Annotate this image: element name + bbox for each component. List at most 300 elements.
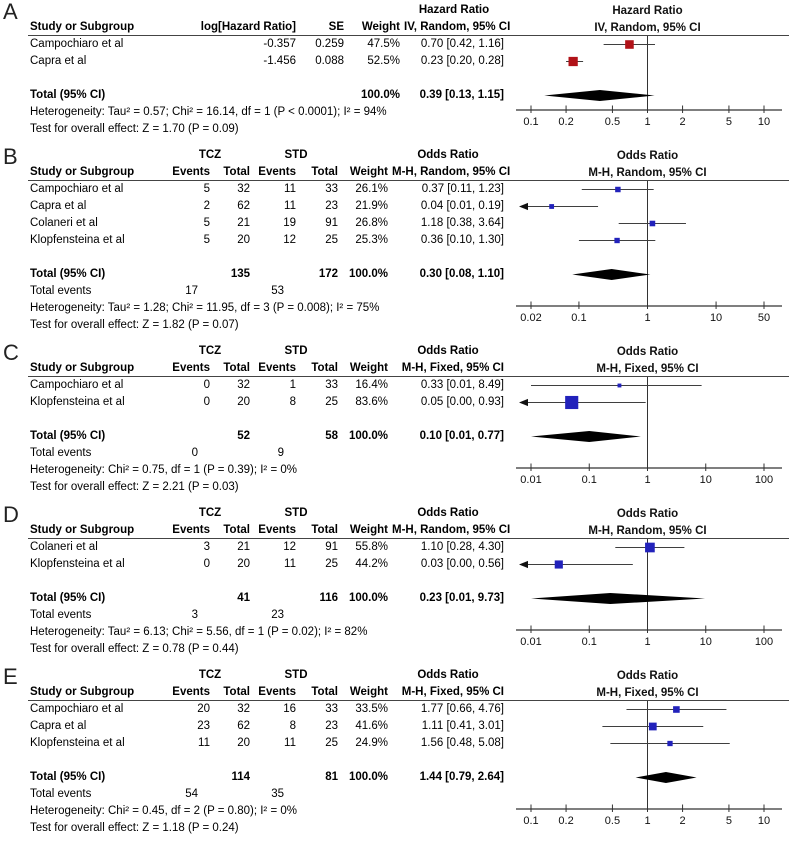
total-label: Total (95% CI)	[30, 268, 106, 280]
panel-B	[0, 144, 791, 334]
effect-marker	[565, 396, 578, 409]
group1-header: TCZ	[198, 149, 222, 161]
total-weight: 100.0%	[360, 89, 400, 101]
plot-effect-subtitle: M-H, Fixed, 95% CI	[596, 363, 699, 375]
study-value: 16	[283, 703, 296, 715]
panel-label-C: C	[3, 340, 19, 365]
total-events-group2: 9	[277, 447, 284, 459]
group2-header: STD	[284, 669, 308, 681]
effect-title: Odds Ratio	[417, 149, 479, 161]
column-header-row	[28, 19, 511, 36]
total-weight: 100.0%	[348, 592, 388, 604]
plot-effect-subtitle: M-H, Random, 95% CI	[588, 167, 707, 179]
study-name: Campochiaro et al	[30, 38, 124, 50]
column-header: M-H, Fixed, 95% CI	[401, 362, 504, 374]
panel-table	[28, 667, 506, 837]
study-value: 0.70 [0.42, 1.16]	[420, 38, 504, 50]
column-header: Total	[223, 166, 250, 178]
study-value: 3	[203, 541, 210, 553]
study-value: 5	[203, 183, 210, 195]
study-value: 62	[237, 720, 250, 732]
axis-tick-label: 0.5	[604, 116, 621, 128]
total-events-label: Total events	[30, 447, 92, 459]
header-rule	[28, 700, 789, 701]
study-value: 32	[237, 379, 250, 391]
plot-effect-subtitle: M-H, Fixed, 95% CI	[596, 687, 699, 699]
spacer-cell	[212, 445, 252, 462]
group-header-row	[28, 147, 506, 164]
panel-label-D: D	[3, 502, 19, 527]
column-header: Events	[172, 524, 210, 536]
axis-tick-label: 0.2	[558, 815, 574, 827]
study-value: 12	[283, 541, 296, 553]
study-name: Colaneri et al	[30, 217, 98, 229]
axis-tick-label: 2	[679, 116, 686, 128]
heterogeneity-text: Heterogeneity: Chi² = 0.75, df = 1 (P = 0.39); I² = 0%	[30, 464, 297, 476]
panel-body	[28, 343, 791, 496]
axis-tick-label: 10	[699, 474, 712, 486]
total-events-row	[28, 283, 506, 300]
column-header: Total	[223, 524, 250, 536]
study-value: 83.6%	[355, 396, 388, 408]
total-label: Total (95% CI)	[30, 89, 106, 101]
study-name: Klopfensteina et al	[30, 396, 125, 408]
study-row	[28, 539, 506, 556]
total-row	[28, 266, 506, 283]
study-value: 33.5%	[355, 703, 388, 715]
axis-tick-label: 50	[757, 312, 771, 324]
column-header: Total	[311, 524, 338, 536]
panel-body	[28, 667, 791, 837]
study-value: 47.5%	[367, 38, 400, 50]
study-name: Klopfensteina et al	[30, 558, 125, 570]
spacer-cell	[28, 343, 168, 360]
spacer-cell	[212, 786, 252, 803]
panel-table	[28, 2, 511, 138]
study-value: 52.5%	[367, 55, 400, 67]
column-header: Events	[258, 362, 296, 374]
column-header: SE	[328, 21, 344, 33]
overall-effect-text: Test for overall effect: Z = 0.78 (P = 0.44)	[30, 643, 239, 655]
total-label: Total (95% CI)	[30, 771, 106, 783]
column-header: Study or Subgroup	[30, 524, 135, 536]
axis-tick-label: 10	[757, 815, 771, 827]
axis-tick-label: 10	[709, 312, 723, 324]
study-value: 16.4%	[355, 379, 388, 391]
group-header-row	[28, 667, 506, 684]
spacer-row	[28, 411, 506, 428]
spacer-cell	[168, 769, 212, 786]
study-value: 23	[325, 200, 338, 212]
study-row	[28, 198, 506, 215]
total-events-label: Total events	[30, 609, 92, 621]
study-value: 20	[237, 234, 250, 246]
group-header-row	[28, 2, 506, 19]
total-row	[28, 428, 506, 445]
column-header-row	[28, 684, 506, 701]
total-estimate: 0.30 [0.08, 1.10]	[419, 268, 504, 280]
column-header-row	[28, 164, 511, 181]
column-header: Events	[172, 686, 210, 698]
study-value: 20	[237, 396, 250, 408]
effect-marker	[625, 40, 634, 49]
column-header: Total	[223, 362, 250, 374]
axis-tick-label: 0.02	[520, 312, 542, 324]
study-value: 32	[237, 703, 250, 715]
study-value: 25	[325, 396, 338, 408]
spacer-cell	[168, 590, 212, 607]
axis-tick-label: 1	[644, 815, 651, 827]
header-rule	[28, 180, 789, 181]
group-header-row	[28, 343, 506, 360]
axis-tick-label: 100	[754, 636, 774, 648]
study-value: 41.6%	[355, 720, 388, 732]
study-value: 11	[284, 737, 296, 749]
spacer-row	[28, 249, 506, 266]
effect-marker	[555, 560, 563, 568]
study-name: Capra et al	[30, 55, 87, 67]
study-value: 25	[325, 737, 338, 749]
panel-table	[28, 343, 506, 496]
column-header: Total	[311, 166, 338, 178]
study-value: 0.03 [0.00, 0.56]	[420, 558, 504, 570]
study-value: 11	[284, 558, 296, 570]
column-header: Study or Subgroup	[30, 362, 135, 374]
axis-tick-label: 1	[644, 474, 651, 486]
total-row	[28, 769, 506, 786]
heterogeneity-text: Heterogeneity: Tau² = 0.57; Chi² = 16.14, df = 1 (P < 0.0001); I² = 94%	[30, 106, 387, 118]
spacer-cell	[28, 2, 402, 19]
study-value: 33	[325, 379, 338, 391]
total-events-group2: 23	[271, 609, 284, 621]
study-value: 26.1%	[355, 183, 388, 195]
study-row	[28, 181, 506, 198]
axis-tick-label: 0.1	[523, 116, 539, 128]
axis-tick-label: 2	[679, 815, 686, 827]
forest-plot-A	[506, 2, 789, 132]
study-value: 1.11 [0.41, 3.01]	[421, 720, 504, 732]
total-events-group1: 17	[185, 285, 198, 297]
spacer-cell	[28, 667, 168, 684]
study-value: 0	[203, 379, 210, 391]
study-row	[28, 215, 506, 232]
forest-plot-B	[506, 147, 789, 328]
effect-title: Hazard Ratio	[418, 4, 490, 16]
study-row	[28, 53, 506, 70]
column-header: M-H, Random, 95% CI	[392, 524, 511, 536]
study-name: Campochiaro et al	[30, 183, 124, 195]
study-row	[28, 36, 506, 53]
overall-effect-text: Test for overall effect: Z = 2.21 (P = 0.03)	[30, 481, 239, 493]
effect-title: Odds Ratio	[417, 507, 479, 519]
study-value: 20	[197, 703, 210, 715]
plot-effect-subtitle: M-H, Random, 95% CI	[588, 525, 707, 537]
group-header-row	[28, 505, 506, 522]
effect-marker	[569, 57, 578, 66]
effect-marker	[549, 204, 554, 209]
plot-effect-title: Odds Ratio	[616, 508, 679, 520]
column-header: Events	[258, 166, 296, 178]
column-header-row	[28, 522, 511, 539]
column-header: IV, Random, 95% CI	[404, 21, 511, 33]
study-row	[28, 377, 506, 394]
study-value: -0.357	[263, 38, 296, 50]
column-header: log[Hazard Ratio]	[200, 21, 296, 33]
study-value: 25	[325, 558, 338, 570]
column-header: Weight	[349, 524, 388, 536]
spacer-cell	[212, 283, 252, 300]
overall-effect-text: Test for overall effect: Z = 1.18 (P = 0.24)	[30, 822, 239, 834]
forest-plot-C	[506, 343, 789, 490]
column-header: Events	[172, 166, 210, 178]
spacer-row	[28, 573, 506, 590]
clamp-arrow-left-icon	[519, 203, 528, 210]
effect-marker	[618, 384, 622, 388]
pooled-diamond	[636, 772, 697, 783]
total-events-row	[28, 786, 506, 803]
study-value: 24.9%	[355, 737, 388, 749]
total-estimate: 0.23 [0.01, 9.73]	[419, 592, 504, 604]
study-value: 1	[289, 379, 296, 391]
axis-tick-label: 0.01	[520, 636, 542, 648]
column-header: Weight	[349, 362, 388, 374]
total-n-group2: 116	[319, 592, 338, 604]
spacer-cell	[252, 590, 298, 607]
column-header: M-H, Fixed, 95% CI	[401, 686, 504, 698]
study-value: 91	[325, 217, 338, 229]
panel-A	[0, 2, 791, 138]
column-header: Events	[172, 362, 210, 374]
pooled-diamond	[544, 90, 654, 101]
plot-effect-title: Odds Ratio	[616, 670, 679, 682]
spacer-cell	[340, 667, 390, 684]
group2-header: STD	[284, 149, 308, 161]
column-header: Total	[311, 362, 338, 374]
effect-marker	[614, 238, 619, 243]
plot-effect-title: Odds Ratio	[616, 150, 679, 162]
group2-header: STD	[284, 345, 308, 357]
total-estimate: 0.39 [0.13, 1.15]	[419, 89, 504, 101]
study-name: Campochiaro et al	[30, 379, 124, 391]
spacer-cell	[340, 343, 390, 360]
study-value: 33	[325, 703, 338, 715]
clamp-arrow-left-icon	[519, 561, 528, 568]
study-value: 33	[325, 183, 338, 195]
study-value: 32	[237, 183, 250, 195]
study-value: 11	[284, 200, 296, 212]
pooled-diamond	[531, 593, 705, 604]
effect-marker	[667, 741, 672, 746]
total-events-group1: 3	[191, 609, 198, 621]
group1-header: TCZ	[198, 345, 222, 357]
study-value: 0	[203, 558, 210, 570]
study-value: 23	[197, 720, 210, 732]
study-value: 26.8%	[355, 217, 388, 229]
spacer-row	[28, 752, 506, 769]
study-value: -1.456	[263, 55, 296, 67]
axis-tick-label: 0.2	[558, 116, 574, 128]
study-value: 1.77 [0.66, 4.76]	[420, 703, 504, 715]
study-value: 8	[289, 396, 296, 408]
study-row	[28, 232, 506, 249]
column-header: Events	[258, 524, 296, 536]
column-header: Weight	[349, 686, 388, 698]
column-header: Total	[311, 686, 338, 698]
total-events-group1: 54	[185, 788, 198, 800]
spacer-cell	[168, 428, 212, 445]
header-rule	[28, 538, 789, 539]
study-name: Colaneri et al	[30, 541, 98, 553]
study-row	[28, 394, 506, 411]
header-rule	[28, 35, 789, 36]
effect-title: Odds Ratio	[417, 345, 479, 357]
pooled-diamond	[531, 431, 641, 442]
panel-label-B: B	[3, 144, 18, 169]
spacer-cell	[252, 428, 298, 445]
panel-body	[28, 2, 791, 138]
study-row	[28, 735, 506, 752]
study-value: 1.56 [0.48, 5.08]	[420, 737, 504, 749]
study-value: 20	[237, 737, 250, 749]
study-name: Capra et al	[30, 720, 87, 732]
column-header: Total	[223, 686, 250, 698]
study-value: 91	[325, 541, 338, 553]
column-header: Study or Subgroup	[30, 166, 135, 178]
study-name: Campochiaro et al	[30, 703, 124, 715]
axis-tick-label: 1	[644, 636, 651, 648]
total-n-group1: 135	[230, 268, 250, 280]
panel-label-A: A	[3, 0, 18, 24]
axis-tick-label: 0.01	[520, 474, 542, 486]
study-value: 25.3%	[355, 234, 388, 246]
effect-marker	[673, 706, 680, 713]
study-name: Klopfensteina et al	[30, 234, 125, 246]
spacer-cell	[28, 147, 168, 164]
effect-marker	[650, 221, 656, 227]
total-events-row	[28, 445, 506, 462]
study-value: 5	[203, 234, 210, 246]
study-value: 25	[325, 234, 338, 246]
axis-tick-label: 0.1	[571, 312, 587, 324]
total-n-group2: 81	[325, 771, 338, 783]
study-value: 21.9%	[355, 200, 388, 212]
panel-label-E: E	[3, 664, 18, 689]
spacer-cell	[168, 266, 212, 283]
header-rule	[28, 376, 789, 377]
column-header-row	[28, 360, 506, 377]
effect-title: Odds Ratio	[417, 669, 479, 681]
axis-tick-label: 1	[644, 116, 651, 128]
column-header: Weight	[361, 21, 400, 33]
total-estimate: 0.10 [0.01, 0.77]	[419, 430, 504, 442]
study-value: 1.18 [0.38, 3.64]	[420, 217, 504, 229]
overall-effect-text: Test for overall effect: Z = 1.82 (P = 0.07)	[30, 319, 239, 331]
clamp-arrow-left-icon	[519, 399, 528, 406]
study-value: 55.8%	[355, 541, 388, 553]
group1-header: TCZ	[198, 507, 222, 519]
spacer-row	[28, 70, 506, 87]
study-value: 0	[203, 396, 210, 408]
study-value: 1.10 [0.28, 4.30]	[420, 541, 504, 553]
column-header: Study or Subgroup	[30, 21, 135, 33]
spacer-cell	[252, 769, 298, 786]
study-value: 0.23 [0.20, 0.28]	[420, 55, 504, 67]
spacer-cell	[340, 147, 390, 164]
axis-tick-label: 10	[699, 636, 712, 648]
study-value: 0.088	[315, 55, 344, 67]
study-value: 19	[283, 217, 296, 229]
total-label: Total (95% CI)	[30, 430, 106, 442]
panel-C	[0, 340, 791, 496]
panel-table	[28, 505, 511, 658]
axis-tick-label: 0.1	[581, 636, 597, 648]
study-name: Klopfensteina et al	[30, 737, 125, 749]
total-events-group2: 35	[271, 788, 284, 800]
study-value: 0.36 [0.10, 1.30]	[420, 234, 504, 246]
total-row	[28, 87, 506, 104]
column-header: Events	[258, 686, 296, 698]
panel-D	[0, 502, 791, 658]
spacer-cell	[212, 607, 252, 624]
heterogeneity-text: Heterogeneity: Tau² = 1.28; Chi² = 11.95, df = 3 (P = 0.008); I² = 75%	[30, 302, 380, 314]
axis-tick-label: 10	[757, 116, 771, 128]
spacer-cell	[340, 505, 390, 522]
axis-tick-label: 0.1	[523, 815, 539, 827]
study-value: 5	[203, 217, 210, 229]
study-value: 0.05 [0.00, 0.93]	[420, 396, 504, 408]
study-row	[28, 556, 506, 573]
study-value: 2	[203, 200, 210, 212]
heterogeneity-text: Heterogeneity: Tau² = 6.13; Chi² = 5.56, df = 1 (P = 0.02); I² = 82%	[30, 626, 368, 638]
study-value: 0.259	[315, 38, 344, 50]
total-n-group2: 172	[318, 268, 338, 280]
total-weight: 100.0%	[348, 771, 388, 783]
pooled-diamond	[572, 269, 650, 280]
study-value: 21	[237, 217, 250, 229]
group2-header: STD	[284, 507, 308, 519]
total-events-row	[28, 607, 506, 624]
effect-marker	[649, 723, 657, 731]
heterogeneity-text: Heterogeneity: Chi² = 0.45, df = 2 (P = 0.80); I² = 0%	[30, 805, 297, 817]
panel-body	[28, 147, 791, 334]
study-value: 20	[237, 558, 250, 570]
study-value: 12	[283, 234, 296, 246]
total-events-label: Total events	[30, 788, 92, 800]
study-value: 11	[284, 183, 296, 195]
total-weight: 100.0%	[348, 268, 388, 280]
total-n-group1: 52	[237, 430, 250, 442]
axis-tick-label: 1	[644, 312, 651, 324]
total-estimate: 1.44 [0.79, 2.64]	[419, 771, 504, 783]
total-events-group1: 0	[191, 447, 198, 459]
effect-marker	[615, 187, 620, 192]
study-name: Capra et al	[30, 200, 87, 212]
study-value: 62	[237, 200, 250, 212]
spacer-cell	[252, 266, 298, 283]
axis-tick-label: 5	[725, 116, 732, 128]
study-value: 8	[289, 720, 296, 732]
axis-tick-label: 5	[725, 815, 732, 827]
study-row	[28, 718, 506, 735]
plot-effect-subtitle: IV, Random, 95% CI	[594, 22, 701, 34]
effect-marker	[645, 543, 655, 553]
total-n-group2: 58	[325, 430, 338, 442]
forest-plot-D	[506, 505, 789, 652]
panel-table	[28, 147, 511, 334]
total-n-group1: 114	[231, 771, 250, 783]
plot-effect-title: Hazard Ratio	[612, 5, 683, 17]
panel-body	[28, 505, 791, 658]
